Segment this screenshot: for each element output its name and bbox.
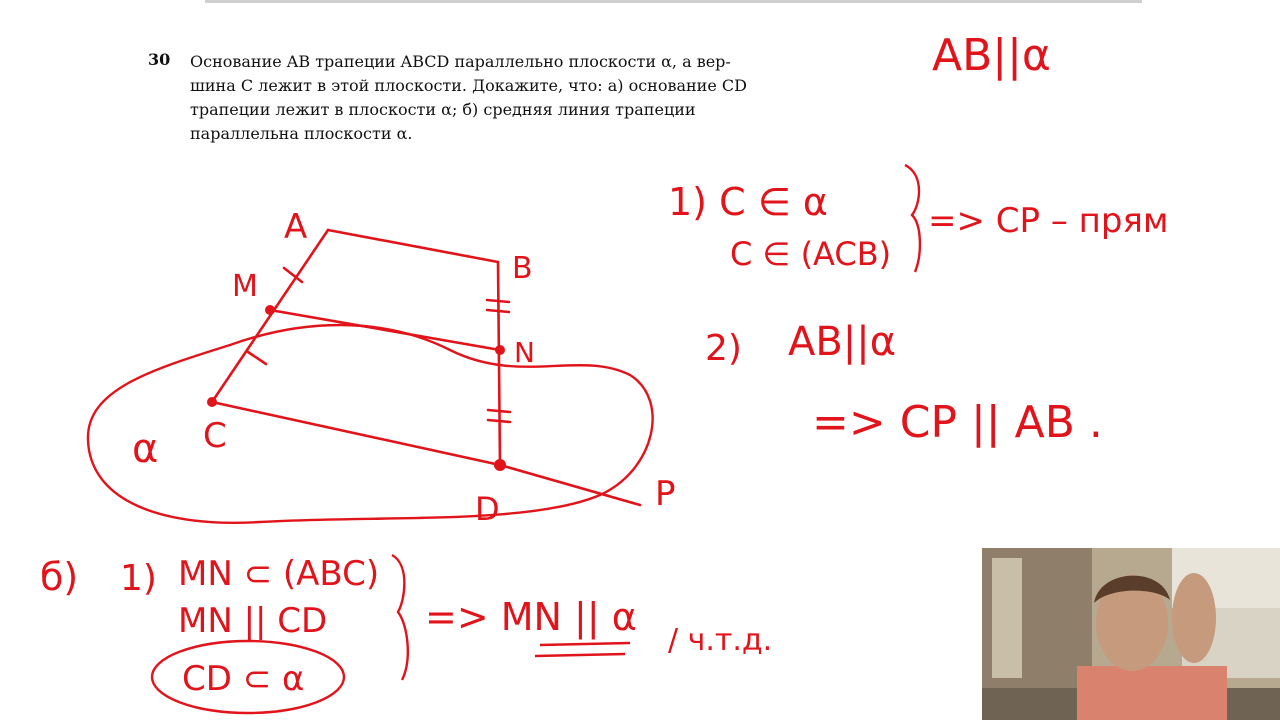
underline-2 bbox=[535, 654, 625, 656]
step1-line1: 1) C ∈ α bbox=[668, 180, 828, 224]
label-B: B bbox=[512, 251, 533, 286]
segment-AB bbox=[328, 230, 498, 262]
problem-line-1: Основание AB трапеции ABCD параллельно плоскости α, а вер- bbox=[190, 52, 731, 71]
tick-BN-2 bbox=[487, 310, 509, 312]
point-M-dot bbox=[265, 305, 275, 315]
tick-ND-2 bbox=[488, 420, 510, 422]
label-plane-alpha: α bbox=[132, 426, 159, 472]
tick-BN-1 bbox=[487, 300, 509, 302]
part-b-label: б) bbox=[40, 555, 79, 599]
problem-line-3: трапеции лежит в плоскости α; б) средняя линия трапеции bbox=[190, 100, 696, 119]
point-N-dot bbox=[495, 345, 505, 355]
step1-brace bbox=[905, 165, 920, 272]
part-b-line2: MN || CD bbox=[178, 601, 328, 641]
part-b-line3: CD ⊂ α bbox=[182, 659, 305, 699]
problem-line-2: шина C лежит в этой плоскости. Докажите, что: а) основание CD bbox=[190, 76, 747, 95]
step2-result: => CP || AB . bbox=[812, 397, 1103, 448]
point-C-dot bbox=[207, 397, 217, 407]
plane-alpha-outline bbox=[88, 325, 653, 523]
underline-1 bbox=[540, 643, 630, 645]
segment-CD bbox=[212, 402, 500, 465]
problem-line-4: параллельна плоскости α. bbox=[190, 124, 413, 143]
step1-result: => CP – прям bbox=[928, 201, 1169, 241]
step2-text: AB||α bbox=[788, 319, 897, 365]
top-note: AB||α bbox=[932, 30, 1051, 81]
label-C: C bbox=[203, 416, 227, 456]
segment-BD bbox=[498, 262, 500, 465]
label-D: D bbox=[475, 490, 500, 528]
part-b-num: 1) bbox=[120, 558, 157, 599]
webcam-picture bbox=[982, 548, 1280, 720]
step1-line2: C ∈ (ACB) bbox=[730, 235, 892, 273]
part-b-line1: MN ⊂ (ABC) bbox=[178, 554, 380, 594]
segment-MN bbox=[270, 310, 500, 350]
part-b-end: / ч.т.д. bbox=[668, 623, 773, 658]
point-D-dot bbox=[494, 459, 506, 471]
tick-ND-1 bbox=[488, 410, 510, 412]
label-A: A bbox=[284, 207, 308, 247]
tick-MC bbox=[248, 352, 266, 364]
part-b-result: => MN || α bbox=[425, 595, 637, 639]
label-N: N bbox=[514, 336, 535, 369]
step2-label: 2) bbox=[705, 328, 742, 369]
label-M: M bbox=[232, 269, 258, 304]
problem-number: 30 bbox=[148, 50, 171, 69]
webcam-overlay bbox=[982, 548, 1280, 720]
part-b-brace bbox=[392, 555, 408, 680]
label-P: P bbox=[655, 474, 676, 514]
